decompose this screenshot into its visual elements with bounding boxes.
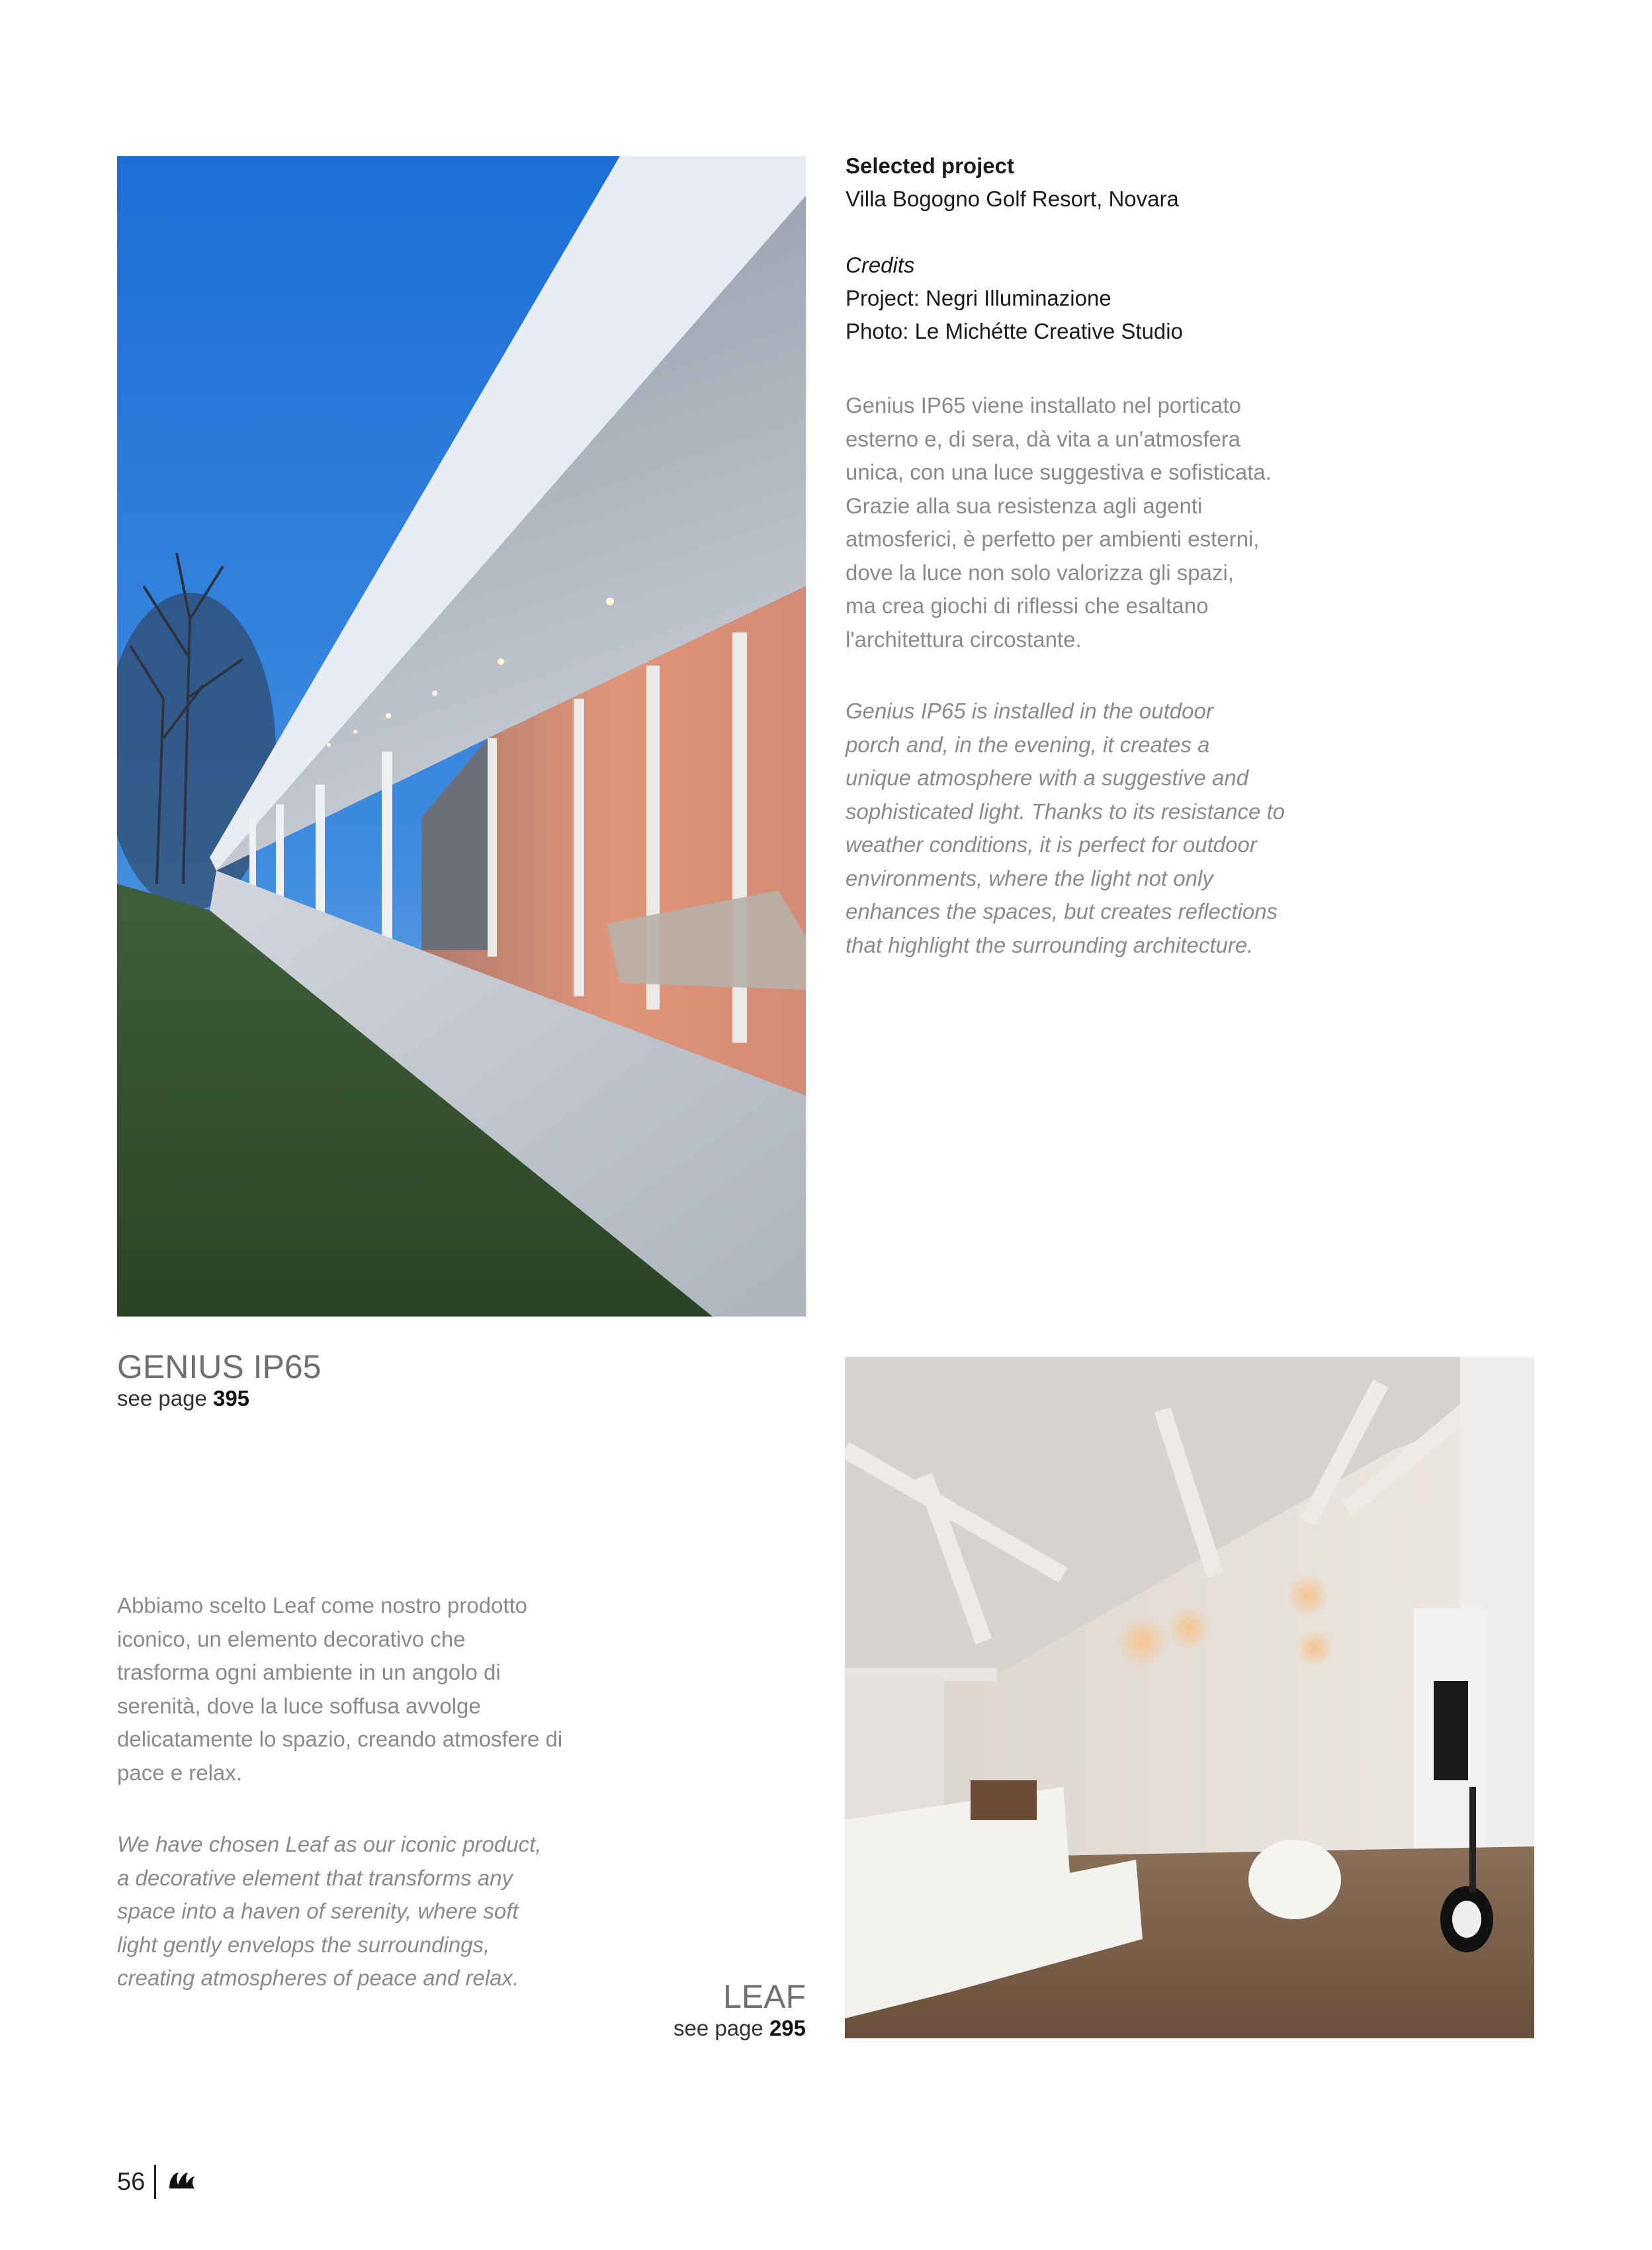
text-line: light gently envelops the surroundings, [117, 1932, 490, 1957]
text-line: environments, where the light not only [846, 865, 1213, 890]
genius-product-label [117, 1348, 321, 1412]
project-info [846, 150, 1348, 348]
project-heading: Selected project [846, 153, 1014, 178]
text-line: serenità, dove la luce soffusa avvolge [117, 1693, 481, 1718]
text-line: delicatamente lo spazio, creando atmosfere di [117, 1727, 563, 1751]
text-line: that highlight the surrounding architecture. [846, 932, 1254, 957]
page-ref-number: 295 [769, 2016, 806, 2040]
page-number: 56 [117, 2167, 146, 2196]
genius-page-reference[interactable] [117, 1385, 321, 1412]
leaf-description-it [117, 1589, 562, 1790]
text-line: iconico, un elemento decorativo che [117, 1626, 466, 1651]
text-line: porch and, in the evening, it creates a [846, 732, 1210, 757]
text-line: a decorative element that transforms any [117, 1865, 513, 1890]
text-line: sophisticated light. Thanks to its resistance to [846, 799, 1285, 824]
page-ref-number: 395 [212, 1386, 250, 1410]
genius-description-it [846, 389, 1272, 656]
page-footer [117, 2162, 196, 2202]
text-line: ma crea giochi di riflessi che esaltano [846, 593, 1209, 618]
project-credit: Project: Negri Illuminazione [846, 286, 1111, 310]
leaf-product-name: LEAF [722, 1978, 806, 2015]
leaf-description-en [117, 1828, 541, 1995]
text-line: weather conditions, it is perfect for outdoor [846, 832, 1257, 857]
villa-porch-photo [117, 156, 806, 1317]
text-line: esterno e, di sera, dà vita a un'atmosfera [846, 426, 1240, 451]
text-line: trasforma ogni ambiente in un angolo di [117, 1660, 501, 1684]
text-line: enhances the spaces, but creates reflections [846, 899, 1278, 924]
text-line: unique atmosphere with a suggestive and [846, 765, 1249, 790]
text-line: Grazie alla sua resistenza agli agenti [846, 493, 1203, 518]
see-page-label: see page [673, 2016, 763, 2040]
text-line: unica, con una luce suggestiva e sofisticata. [846, 460, 1272, 484]
text-line: atmosferici, è perfetto per ambienti esterni, [846, 527, 1260, 551]
text-line: space into a haven of serenity, where soft [117, 1899, 519, 1923]
brand-logo-icon [167, 2169, 196, 2196]
photo-credit: Photo: Le Michétte Creative Studio [846, 319, 1183, 343]
genius-product-name: GENIUS IP65 [117, 1348, 322, 1385]
credits-label: Credits [846, 253, 915, 277]
text-line: Abbiamo scelto Leaf come nostro prodotto [117, 1593, 528, 1618]
text-line: dove la luce non solo valorizza gli spazi, [846, 560, 1234, 585]
living-room-photo [845, 1357, 1534, 2038]
text-line: Genius IP65 is installed in the outdoor [846, 699, 1213, 723]
footer-divider [154, 2165, 156, 2199]
text-line: l'architettura circostante. [846, 627, 1082, 652]
text-line: pace e relax. [117, 1760, 242, 1785]
text-line: We have chosen Leaf as our iconic product, [117, 1832, 542, 1856]
leaf-page-reference[interactable] [674, 2015, 806, 2042]
project-name: Villa Bogogno Golf Resort, Novara [846, 187, 1179, 211]
text-line: Genius IP65 viene installato nel porticato [846, 393, 1242, 417]
genius-description-en [846, 695, 1285, 962]
text-line: creating atmospheres of peace and relax. [117, 1966, 519, 1990]
leaf-product-label [674, 1978, 806, 2042]
see-page-label: see page [117, 1386, 207, 1410]
